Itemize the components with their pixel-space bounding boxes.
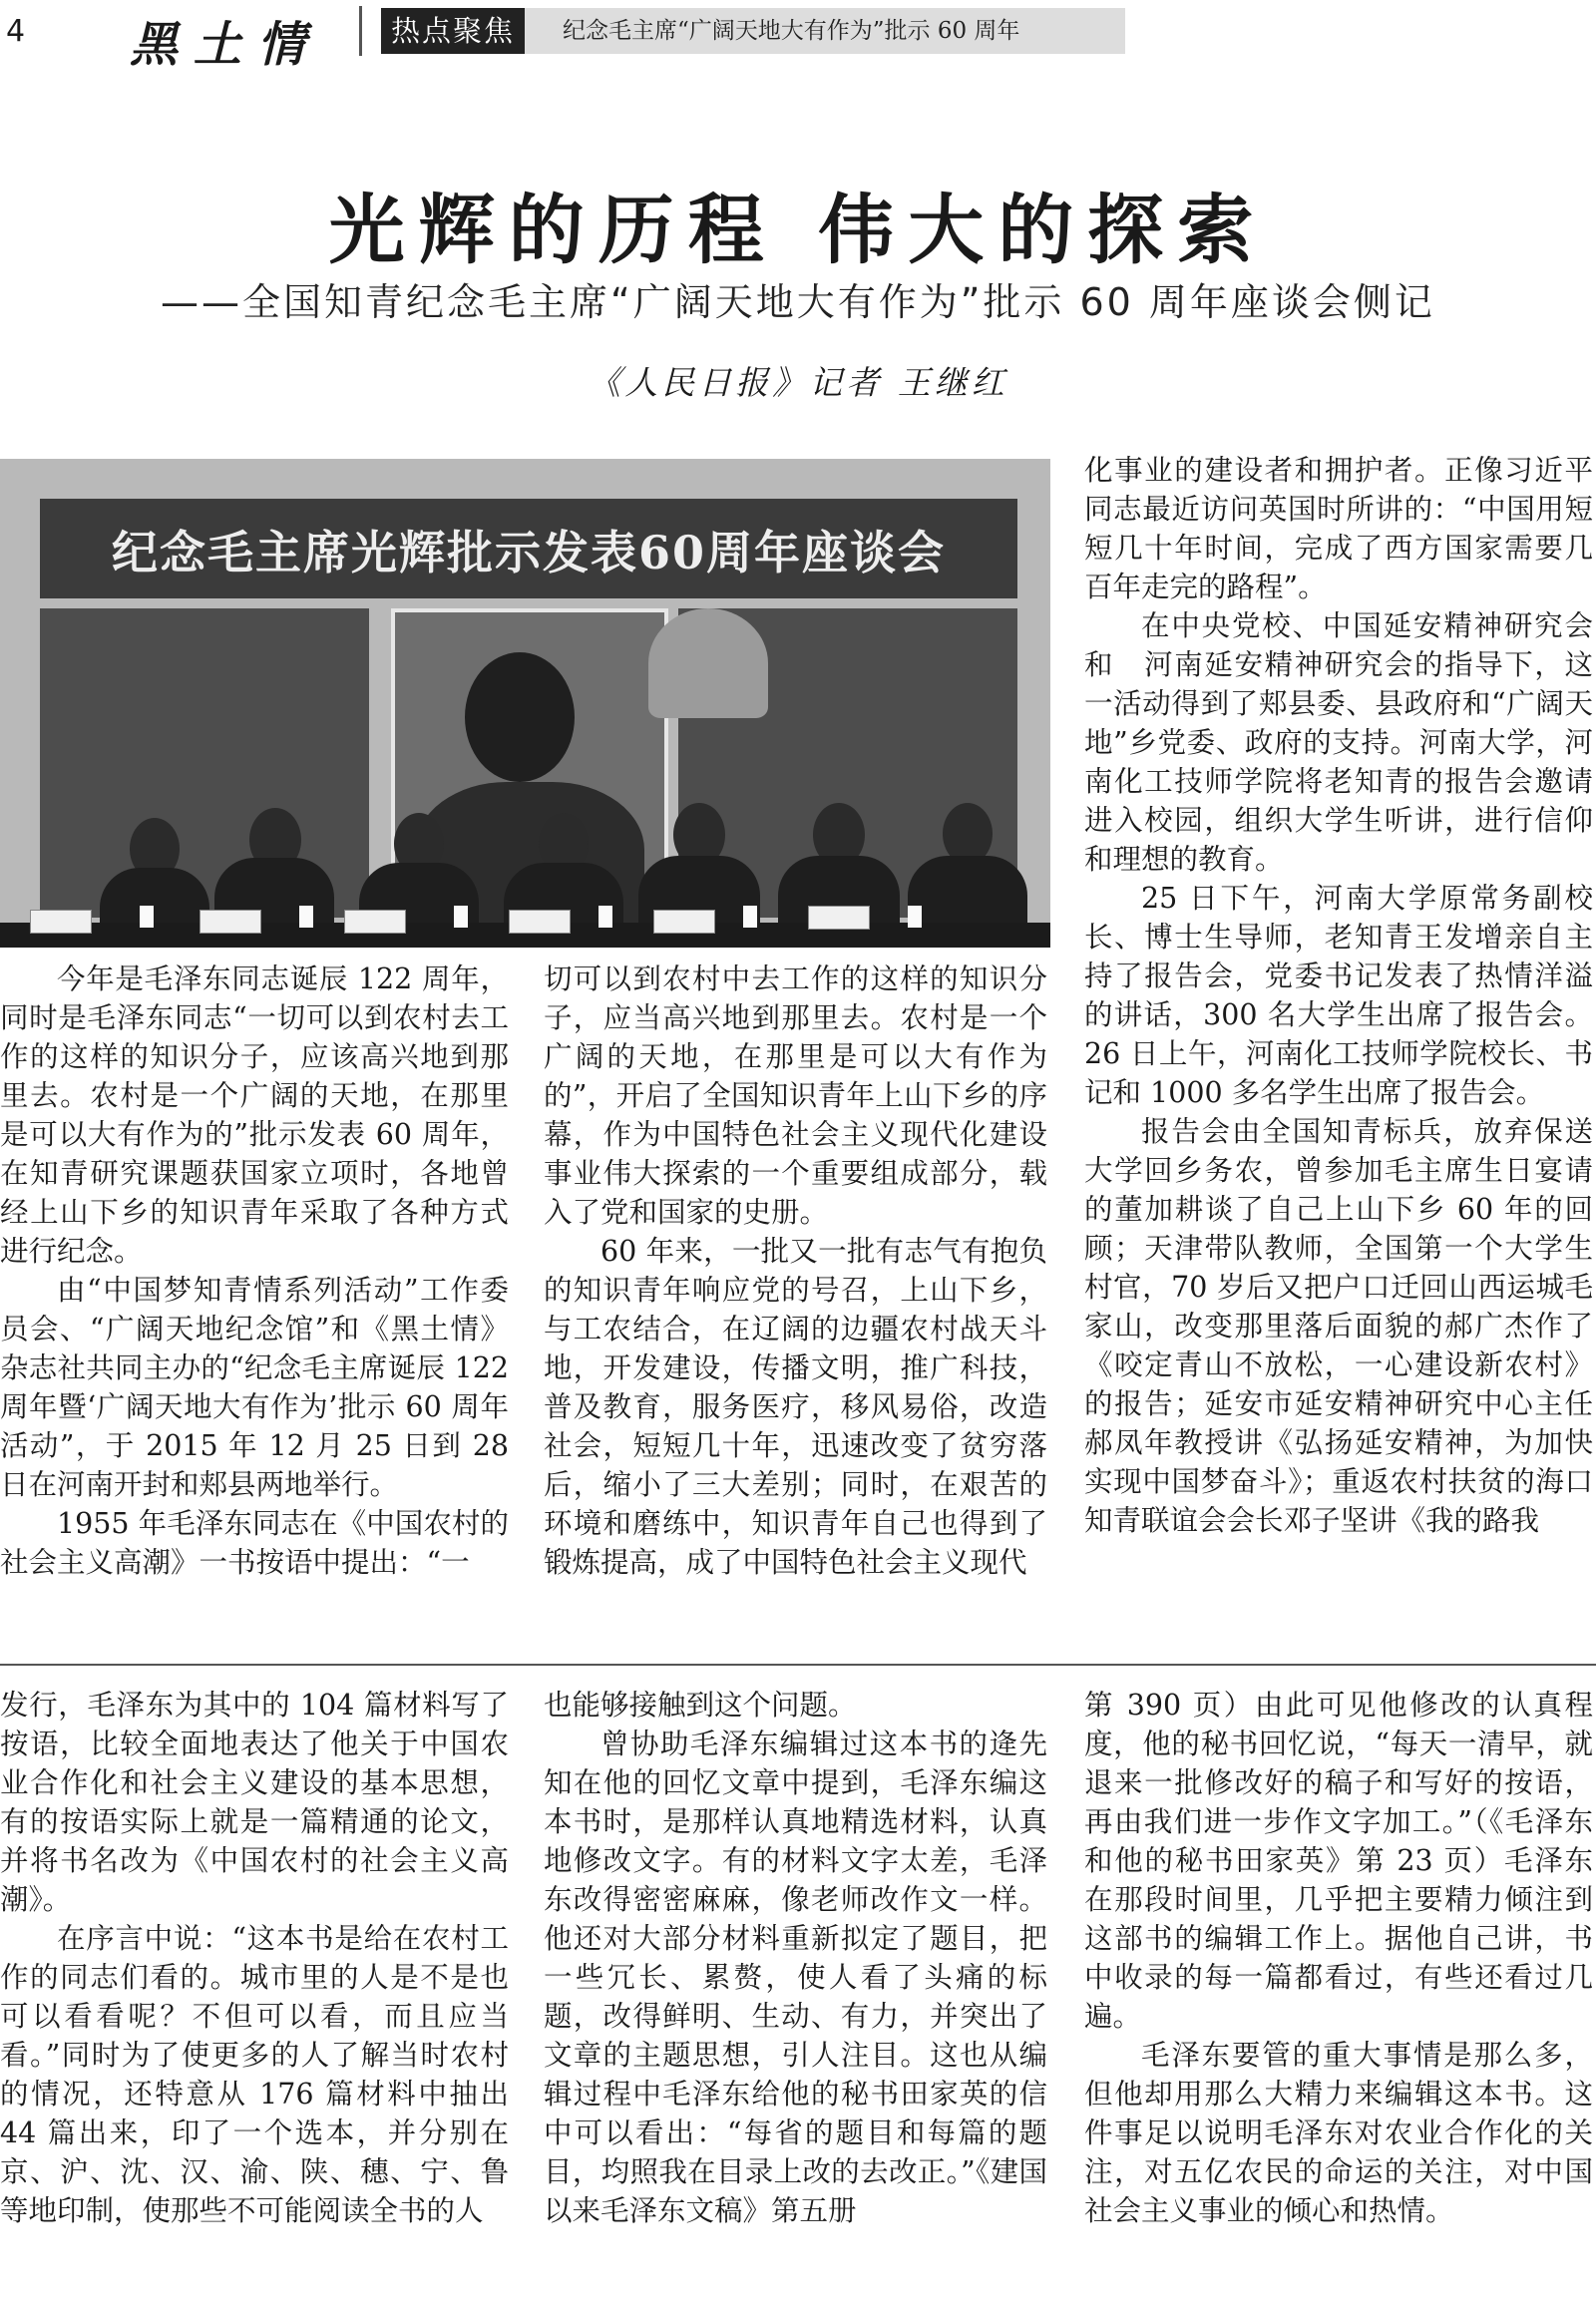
paragraph: 在序言中说：“这本书是给在农村工作的同志们看的。城市里的人是不是也可以看看呢？不但可以看，而且应当看。”同时为了使更多的人了解当时农村的情况，还特意从 176 篇材料中抽出 44 篇出来，印了一个选本，并分别在京、沪、沈、汉、渝、陕、穗、宁、鲁等地印制，使那些不可能阅读全书的人	[0, 1922, 509, 2227]
paragraph: 发行，毛泽东为其中的 104 篇材料写了按语，比较全面地表达了他关于中国农业合作化和社会主义建设的基本思想，有的按语实际上就是一篇精通的论文，并将书名改为《中国农村的社会主义高潮》。	[0, 1689, 509, 1916]
paragraph: 1955 年毛泽东同志在《中国农村的社会主义高潮》一书按语中提出：“一	[0, 1507, 509, 1579]
bottom-text-column-2	[544, 1686, 1047, 2230]
bottom-text-column-1	[0, 1686, 509, 2230]
section-divider	[0, 1664, 1596, 1666]
nameplate	[808, 906, 870, 930]
paragraph: 报告会由全国知青标兵，放弃保送大学回乡务农，曾参加毛主席生日宴请的董加耕谈了自己上山下乡 60 年的回顾；天津带队教师，全国第一个大学生村官，70 岁后又把户口迁回山西运城毛家山，改变那里落后面貌的郝广杰作了《咬定青山不放松，一心建设新农村》的报告；延安市延安精神研究中心主任郝凤年教授讲《弘扬延安精神，为加快实现中国梦奋斗》；重返农村扶贫的海口知青联谊会会长邓子坚讲《我的路我	[1084, 1115, 1593, 1537]
cup	[743, 906, 757, 928]
paragraph: 化事业的建设者和拥护者。正像习近平同志最近访问英国时所讲的：“中国用短短几十年时间，完成了西方国家需要几百年走完的路程”。	[1084, 454, 1593, 603]
cup	[908, 906, 922, 928]
lamp	[648, 608, 768, 718]
paragraph: 切可以到农村中去工作的这样的知识分子，应当高兴地到那里去。农村是一个广阔的天地，在那里是可以大有作为的”，开启了全国知识青年上山下乡的序幕，作为中国特色社会主义现代化建设事业伟大探索的一个重要组成部分，载入了党和国家的史册。	[544, 962, 1047, 1229]
paragraph: 曾协助毛泽东编辑过这本书的逄先知在他的回忆文章中提到，毛泽东编这本书时，是那样认真地精选材料，认真地修改文字。有的材料文字太差，毛泽东改得密密麻麻，像老师改作文一样。他还对大部分材料重新拟定了题目，把一些冗长、累赘，使人看了头痛的标题，改得鲜明、生动、有力，并突出了文章的主题思想，引人注目。这也从编辑过程中毛泽东给他的秘书田家英的信中可以看出：“每省的题目和每篇的题目，均照我在目录上改的去改正。”《建国以来毛泽东文稿》第五册	[544, 1728, 1047, 2227]
nameplate	[30, 910, 92, 934]
paragraph: 60 年来，一批又一批有志气有抱负的知识青年响应党的号召，上山下乡，与工农结合，在辽阔的边疆农村战天斗地，开发建设，传播文明，推广科技，普及教育，服务医疗，移风易俗，改造社会，短短几十年，迅速改变了贫穷落后，缩小了三大差别；同时，在艰苦的环境和磨练中，知识青年自己也得到了锻炼提高，成了中国特色社会主义现代	[544, 1235, 1047, 1579]
paragraph: 也能够接触到这个问题。	[544, 1689, 857, 1722]
paragraph: 由“中国梦知青情系列活动”工作委员会、“广阔天地纪念馆”和《黑土情》杂志社共同主办的“纪念毛主席诞辰 122 周年暨‘广阔天地大有作为’批示 60 周年活动”，于 2015 年 12 月 25 日到 28 日在河南开封和郏县两地举行。	[0, 1274, 509, 1501]
article-title: 光辉的历程 伟大的探索	[328, 186, 1268, 274]
text-column-3	[1084, 451, 1593, 1540]
event-photo	[0, 459, 1050, 948]
paragraph: 25 日下午，河南大学原常务副校长、博士生导师，老知青王发增亲自主持了报告会，党委书记发表了热情洋溢的讲话，300 名大学生出席了报告会。26 日上午，河南化工技师学院校长、书记和 1000 多名学生出席了报告会。	[1084, 882, 1593, 1109]
text-column-1	[0, 960, 509, 1582]
nameplate	[653, 910, 715, 934]
paragraph: 第 390 页）由此可见他修改的认真程度，他的秘书回忆说，“每天一清早，就退来一批修改好的稿子和写好的按语，再由我们进一步作文字加工。”（《毛泽东和他的秘书田家英》第 23 页）毛泽东在那段时间里，几乎把主要精力倾注到这部书的编辑工作上。据他自己讲，书中收录的每一篇都看过，有些还看过几遍。	[1084, 1689, 1593, 2033]
nameplate	[509, 910, 571, 934]
person	[100, 868, 209, 928]
article-subtitle: ——全国知青纪念毛主席“广阔天地大有作为”批示 60 周年座谈会侧记	[161, 280, 1435, 324]
nameplate	[200, 910, 261, 934]
paragraph: 今年是毛泽东同志诞辰 122 周年，同时是毛泽东同志“一切可以到农村去工作的这样的知识分子，应该高兴地到那里去。农村是一个广阔的天地，在那里是可以大有作为的”批示发表 60 周年，在知青研究课题获国家立项时，各地曾经上山下乡的知识青年采取了各种方式进行纪念。	[0, 962, 509, 1268]
header-divider	[359, 6, 362, 56]
portrait-head	[465, 652, 575, 782]
photo-banner-text: 纪念毛主席光辉批示发表60周年座谈会	[111, 526, 946, 579]
magazine-title: 黑土情	[130, 17, 322, 73]
cup	[598, 906, 612, 928]
cup	[454, 906, 468, 928]
person	[908, 856, 1027, 928]
nameplate	[344, 910, 406, 934]
paragraph: 毛泽东要管的重大事情是那么多，但他却用那么大精力来编辑这本书。这件事足以说明毛泽东对农业合作化的关注，对五亿农民的命运的关注，对中国社会主义事业的倾心和热情。	[1084, 2039, 1593, 2227]
bottom-text-column-3	[1084, 1686, 1593, 2230]
section-header-text: 纪念毛主席“广阔天地大有作为”批示 60 周年	[563, 18, 1020, 44]
cup	[140, 906, 154, 928]
paragraph: 在中央党校、中国延安精神研究会和 河南延安精神研究会的指导下，这一活动得到了郏县委、县政府和“广阔天地”乡党委、政府的支持。河南大学，河南化工技师学院将老知青的报告会邀请进入校园，组织大学生听讲，进行信仰和理想的教育。	[1084, 609, 1593, 876]
section-tag: 热点聚焦	[381, 8, 525, 54]
text-column-2	[544, 960, 1047, 1582]
byline: 《人民日报》记者 王继红	[588, 363, 1008, 402]
cup	[299, 906, 313, 928]
page-number: 4	[6, 14, 26, 49]
